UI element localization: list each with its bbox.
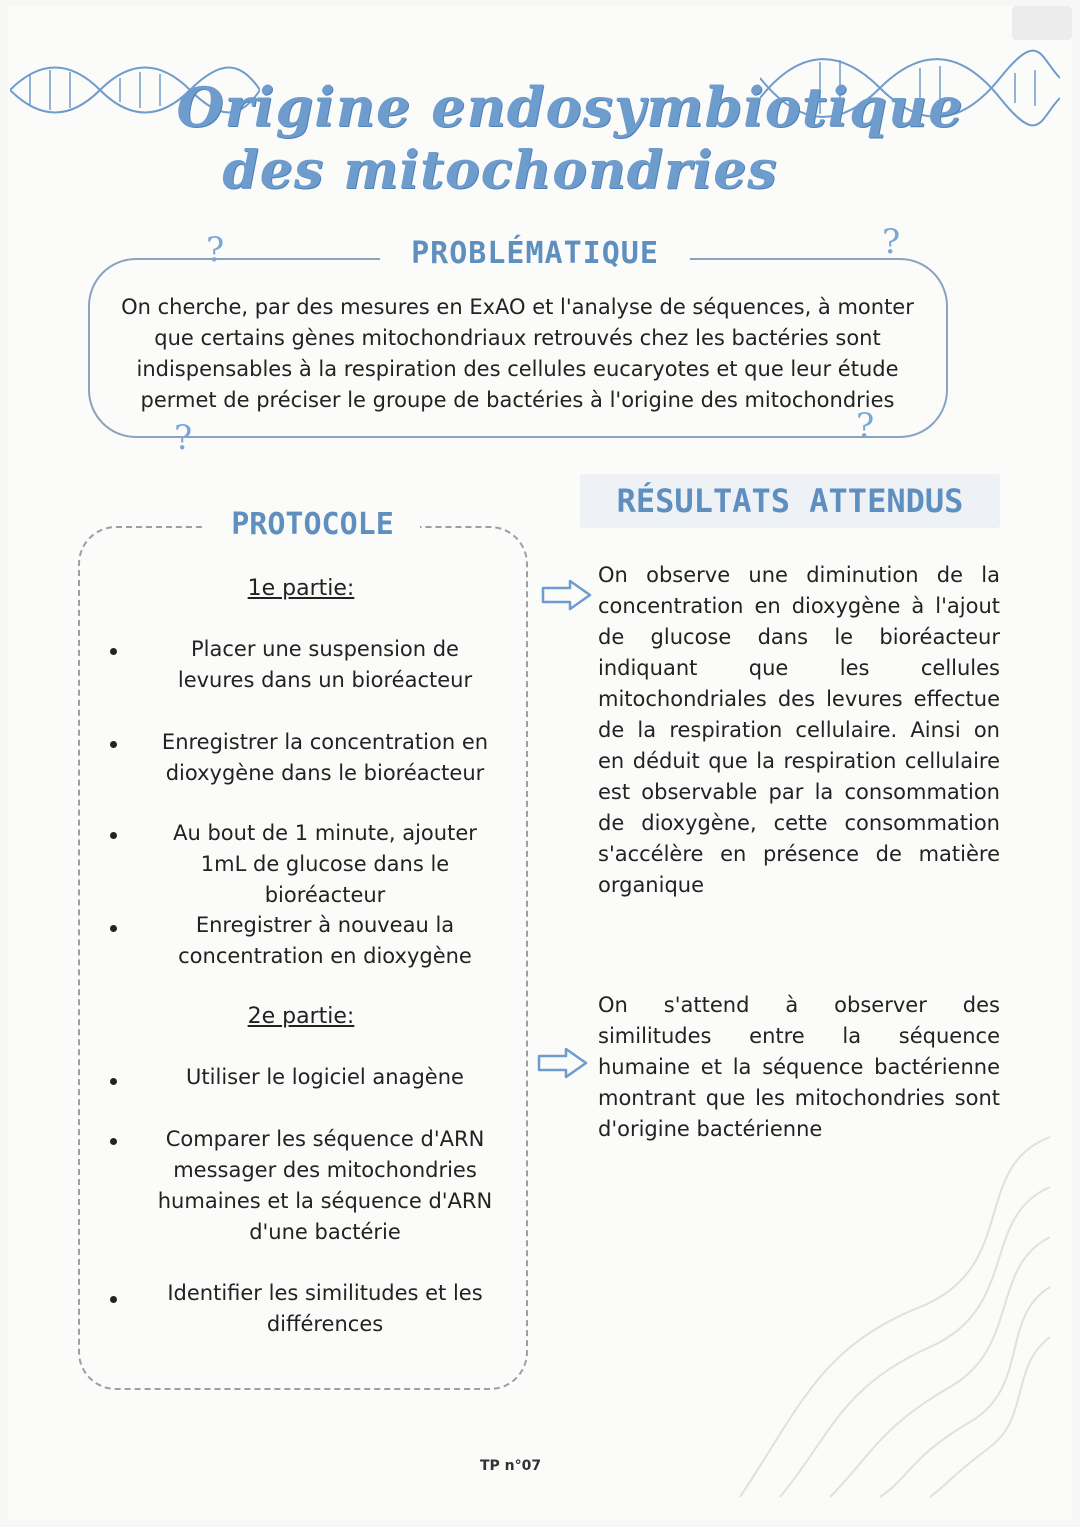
problematique-text: On cherche, par des mesures en ExAO et l'analyse de séquences, à monter que certains gènes mitochondriaux retrouvés chez les bactéries sont indispensables à la respiration des cellules eucaryotes et que leur étude permet de préciser le groupe de bactéries à l'origine des mitochondries bbox=[121, 295, 914, 412]
problematique-label: PROBLÉMATIQUE bbox=[380, 232, 690, 276]
question-mark-icon: ? bbox=[856, 406, 875, 446]
protocol-step: Utiliser le logiciel anagène bbox=[186, 1065, 464, 1089]
protocol-step: Placer une suspension de levures dans un bioréacteur bbox=[177, 637, 473, 692]
protocol-step: Enregistrer la concentration en dioxygène dans le bioréacteur bbox=[161, 730, 489, 785]
protocol-step: Enregistrer à nouveau la concentration en dioxygène bbox=[178, 913, 472, 968]
bullet-icon bbox=[110, 832, 117, 839]
bullet-icon bbox=[110, 648, 117, 655]
arrow-right-icon bbox=[536, 1046, 590, 1080]
corner-tab bbox=[1012, 6, 1072, 40]
decorative-waves-icon bbox=[720, 1127, 1060, 1507]
bullet-icon bbox=[110, 1078, 117, 1085]
bullet-icon bbox=[110, 1138, 117, 1145]
bullet-icon bbox=[110, 741, 117, 748]
protocol-step: Au bout de 1 minute, ajouter 1mL de glucose dans le bioréacteur bbox=[173, 821, 477, 907]
bullet-icon bbox=[110, 1296, 117, 1303]
arrow-right-icon bbox=[540, 578, 594, 612]
part-1-title: 1e partie: bbox=[247, 576, 355, 601]
title-line-1: Origine endosymbiotique bbox=[176, 75, 964, 139]
title-line-2: des mitochondries bbox=[222, 140, 778, 201]
question-mark-icon: ? bbox=[882, 222, 901, 262]
resultats-paragraph-1: On observe une diminution de la concentration en dioxygène à l'ajout de glucose dans le bioréacteur indiquant que les cellules mitochondriales des levures effectue de la respiration cellulaire. Ainsi on en déduit que la respiration cellulaire est observable par la consommation de dioxygène, cette consommation s'accélère en présence de matière organique bbox=[598, 563, 1000, 897]
question-mark-icon: ? bbox=[174, 418, 193, 458]
part-2-title: 2e partie: bbox=[247, 1004, 355, 1029]
footer-tp-number: TP n°07 bbox=[480, 1458, 542, 1474]
protocol-step: Identifier les similitudes et les différences bbox=[167, 1281, 483, 1336]
bullet-icon bbox=[110, 925, 117, 932]
resultats-title: RÉSULTATS ATTENDUS bbox=[580, 474, 1000, 528]
protocole-label: PROTOCOLE bbox=[205, 502, 420, 548]
protocol-step: Comparer les séquence d'ARN messager des mitochondries humaines et la séquence d'ARN d'une bactérie bbox=[157, 1127, 493, 1244]
resultats-paragraph-2: On s'attend à observer des similitudes entre la séquence humaine et la séquence bactérienne montrant que les mitochondries sont d'origine bactérienne bbox=[598, 993, 1000, 1141]
question-mark-icon: ? bbox=[206, 230, 225, 270]
